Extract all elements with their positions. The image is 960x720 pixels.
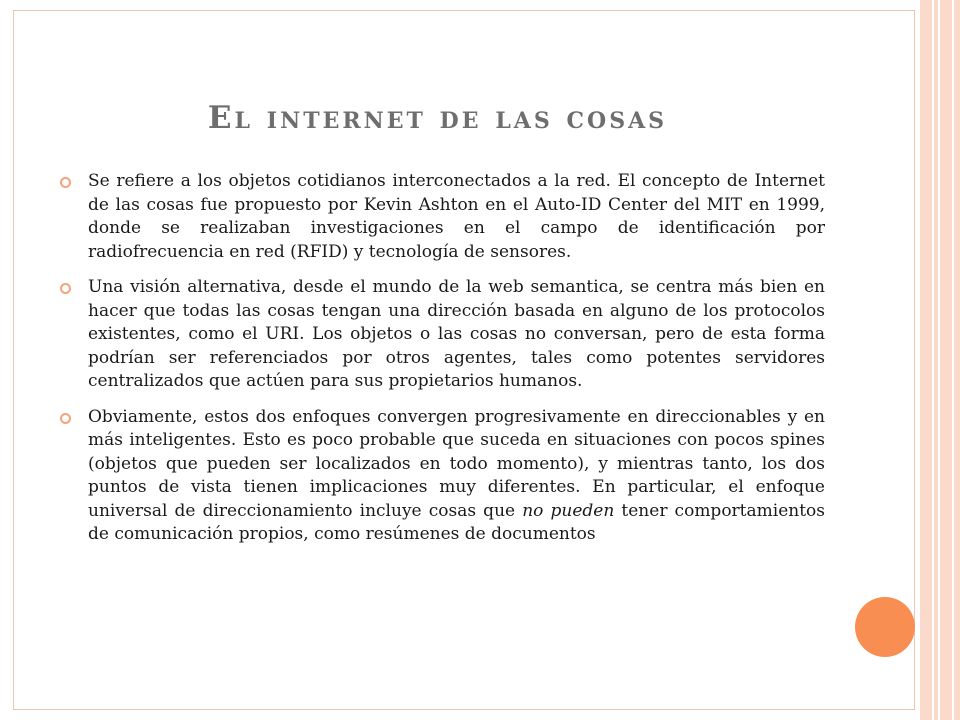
accent-circle-icon [855, 597, 915, 657]
bullet-list [60, 170, 825, 559]
decorative-stripe [934, 0, 938, 720]
bullet-text: Una visión alternativa, desde el mundo de la web semantica, se centra más bien en hacer que todas las cosas tengan una dirección basada en alguno de los protocolos existentes, como el URI. Los objetos o las cosas no conversan, pero de esta forma podrían ser referenciados por otros agentes, tales como potentes servidores centralizados que actúen para sus propietarios humanos. [88, 277, 825, 391]
bullet-item [60, 406, 825, 547]
bullet-text-part: tener comportamientos de comunicación propios, como resúmenes de documentos [88, 500, 826, 544]
decorative-stripe [940, 0, 952, 720]
emphasis-text: no pueden [522, 500, 615, 521]
circle-bullet-icon [60, 413, 71, 424]
decorative-stripe [920, 0, 932, 720]
circle-bullet-icon [60, 177, 71, 188]
bullet-text: Se refiere a los objetos cotidianos interconectados a la red. El concepto de Internet de las cosas fue propuesto por Kevin Ashton en el Auto-ID Center del MIT en 1999, donde se realizaban investigaciones en el campo de identificación por radiofrecuencia en red (RFID) y tecnología de sensores. [88, 171, 825, 262]
slide-title: El internet de las cosas [207, 100, 668, 136]
bullet-item [60, 170, 825, 264]
bullet-text [88, 406, 825, 547]
decorative-stripe [954, 0, 960, 720]
circle-bullet-icon [60, 283, 71, 294]
bullet-item [60, 276, 825, 394]
bullet-text-part: Obviamente, estos dos enfoques convergen progresivamente en direccionables y en más inteligentes. Esto es poco probable que suceda en situaciones con pocos spines (objetos que pueden ser localizados en todo momento), y mientras tanto, los dos puntos de vista tienen implicaciones muy diferentes. En particular, el enfoque universal de direccionamiento incluye cosas que [88, 406, 825, 521]
